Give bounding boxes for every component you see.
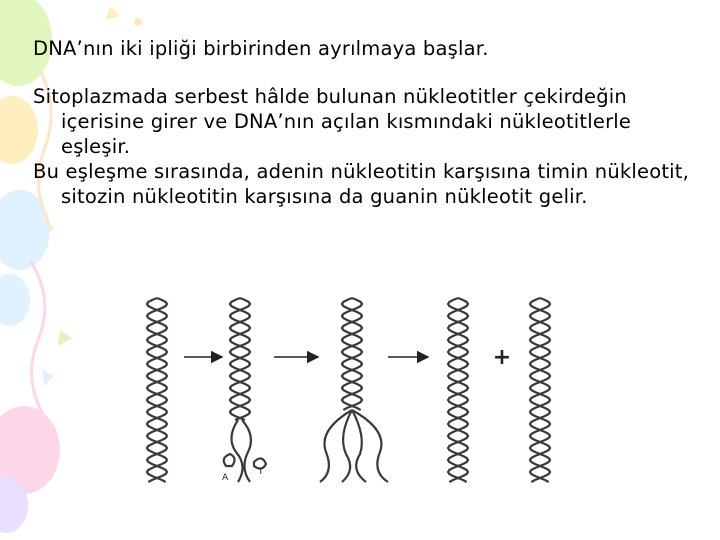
unwinding-strand-left-1 [231, 420, 242, 482]
free-nucleotide-loop [224, 454, 235, 466]
fork-strand-right-inner [352, 410, 366, 482]
base-label-a: A [222, 473, 229, 483]
paragraph-base-pairing: Bu eşleşme sırasında, adenin nükleotitin karşısına timin nükleotit, sitozin nükleotitin karşısına da guanin nükleotit gelir. [33, 160, 690, 208]
fork-strand-left-inner [342, 410, 352, 482]
base-label-t: T [258, 467, 264, 477]
helix-group [147, 298, 550, 482]
paragraph-strands-separate: DNA’nın iki ipliği birbirinden ayrılmaya başlar. [33, 37, 489, 60]
paragraph-nucleotides-enter: Sitoplazmada serbest hâlde bulunan nükleotitler çekirdeğin içerisine girer ve DNA’nın açılan kısmındaki nükleotitlerle eşleşir. [33, 85, 632, 158]
plus-sign: + [492, 345, 512, 370]
unwinding-strand-left-2 [242, 420, 251, 482]
